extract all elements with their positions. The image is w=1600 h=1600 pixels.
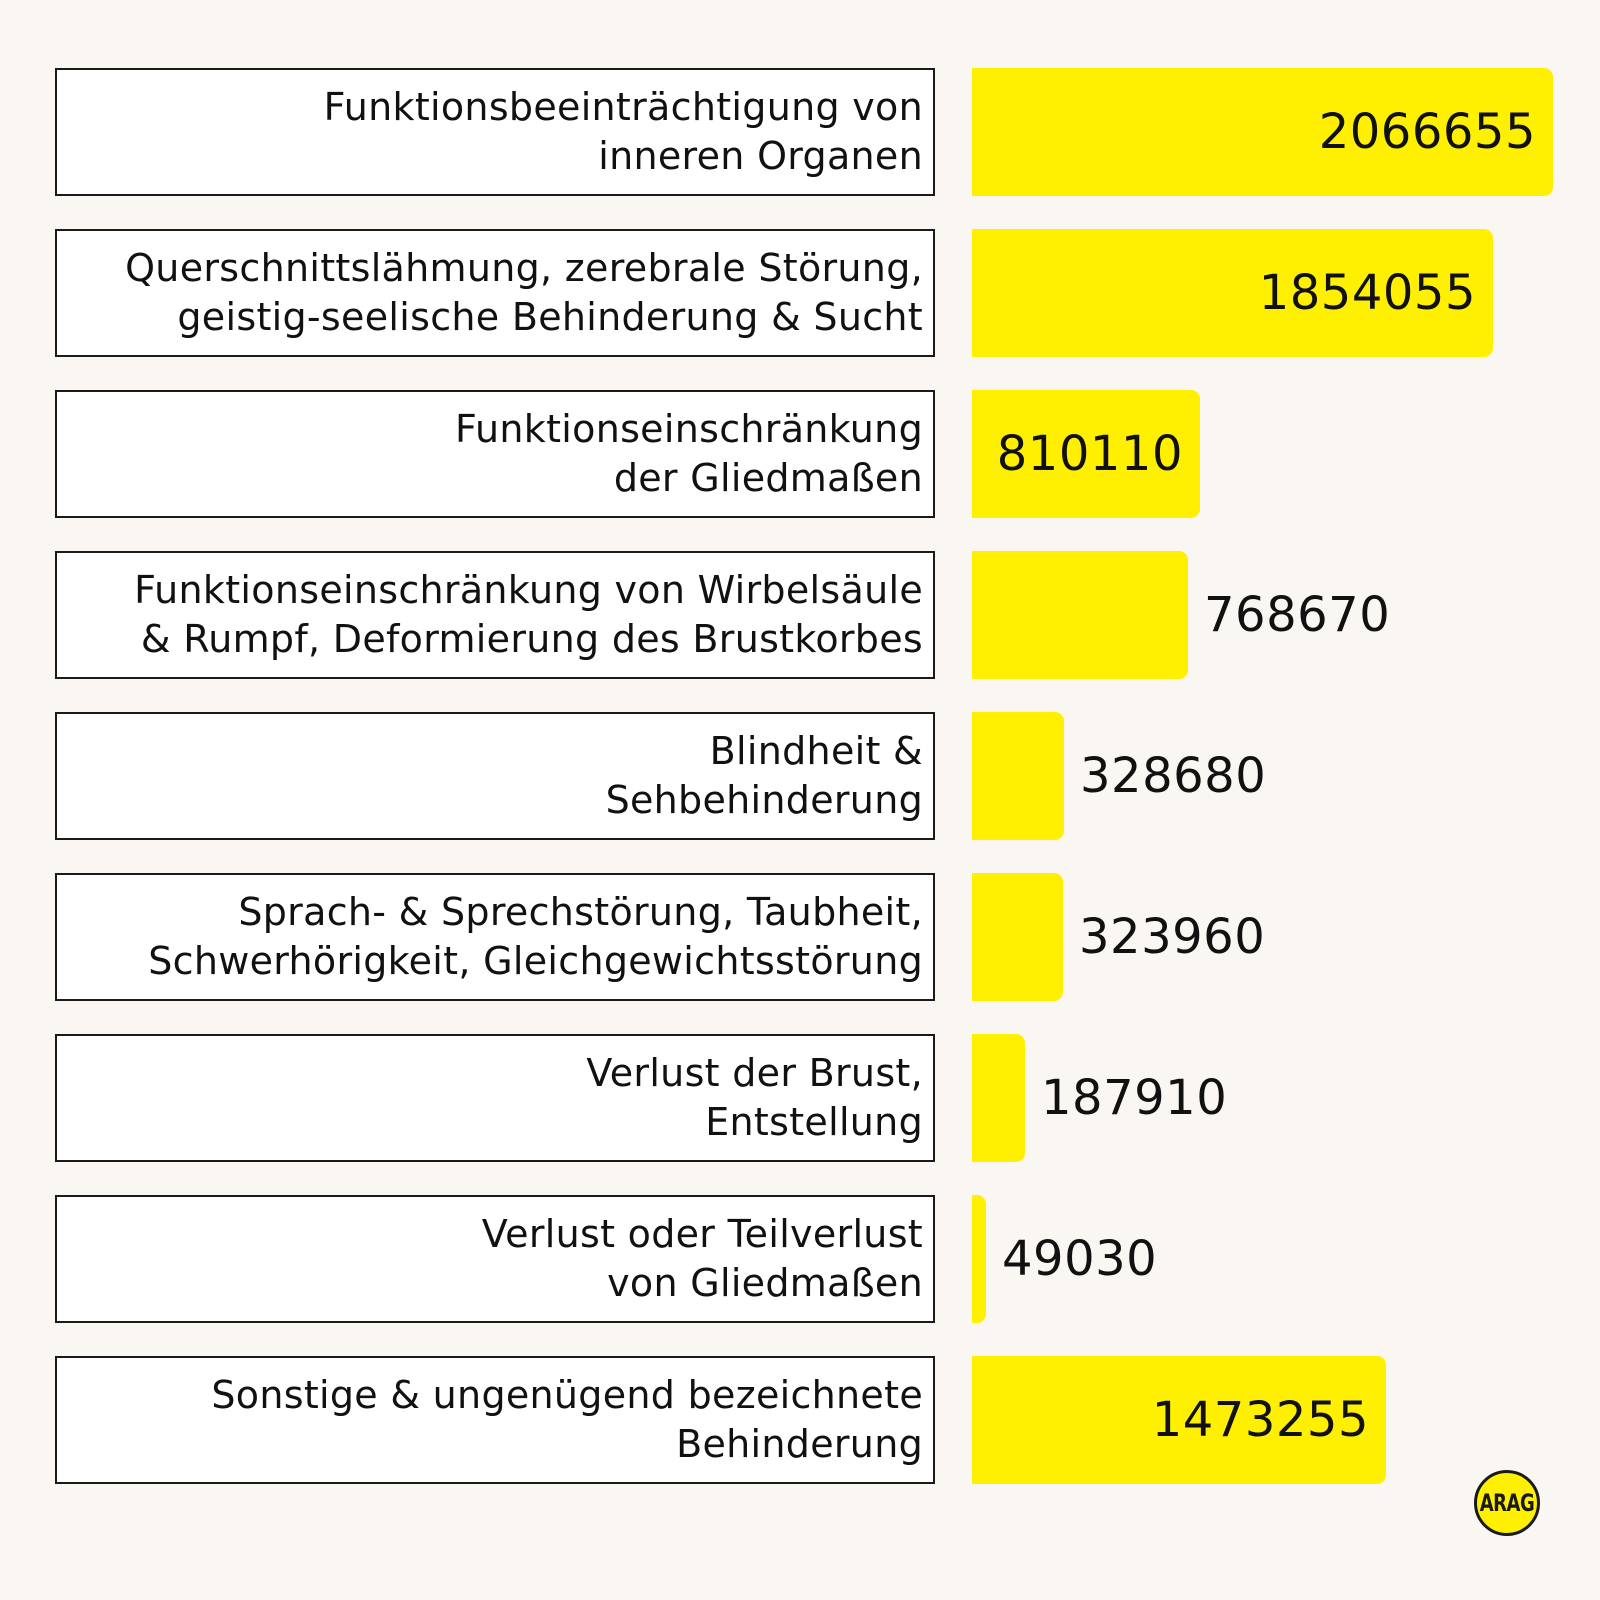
category-label-line: von Gliedmaßen: [607, 1261, 923, 1305]
category-label-line: Verlust oder Teilverlust: [481, 1212, 923, 1256]
category-label-box: [55, 551, 935, 679]
chart-row: [0, 229, 1600, 357]
value-label: 323960: [1079, 909, 1266, 965]
bar: [972, 551, 1188, 679]
bar: [972, 712, 1064, 840]
category-label-box: [55, 873, 935, 1001]
category-label-line: Entstellung: [705, 1100, 923, 1144]
chart-row: [0, 1034, 1600, 1162]
category-label-line: Verlust der Brust,: [586, 1051, 923, 1095]
logo-text: ARAG: [1479, 1488, 1535, 1518]
category-label-line: Sprach- & Sprechstörung, Taubheit,: [238, 890, 923, 934]
category-label-box: [55, 390, 935, 518]
category-label: [606, 727, 923, 825]
chart-row: [0, 1195, 1600, 1323]
value-label: 810110: [996, 426, 1183, 482]
category-label: [482, 1210, 923, 1308]
bar: [972, 1195, 986, 1323]
category-label-line: der Gliedmaßen: [613, 456, 923, 500]
category-label: [125, 244, 923, 342]
chart-row: [0, 551, 1600, 679]
value-label: 2066655: [1318, 104, 1536, 160]
bar: [972, 873, 1063, 1001]
chart-row: [0, 1356, 1600, 1484]
category-label: [134, 566, 923, 664]
value-label: 328680: [1080, 748, 1267, 804]
bar: [972, 1034, 1025, 1162]
value-label: 1854055: [1258, 265, 1476, 321]
category-label: [211, 1371, 923, 1469]
category-label-line: & Rumpf, Deformierung des Brustkorbes: [140, 617, 923, 661]
category-label-box: [55, 1356, 935, 1484]
category-label-box: [55, 1034, 935, 1162]
category-label-line: Funktionsbeeinträchtigung von: [323, 85, 923, 129]
category-label-line: Querschnittslähmung, zerebrale Störung,: [125, 246, 923, 290]
category-label-line: Schwerhörigkeit, Gleichgewichtsstörung: [148, 939, 923, 983]
category-label: [148, 888, 923, 986]
category-label-box: [55, 229, 935, 357]
category-label-line: Behinderung: [676, 1422, 923, 1466]
category-label: [586, 1049, 923, 1147]
category-label: [455, 405, 923, 503]
category-label-line: inneren Organen: [598, 134, 923, 178]
chart-row: [0, 390, 1600, 518]
category-label-line: Funktionseinschränkung: [454, 407, 923, 451]
category-label-line: geistig-seelische Behinderung & Sucht: [177, 295, 923, 339]
value-label: 1473255: [1151, 1392, 1369, 1448]
value-label: 187910: [1041, 1070, 1228, 1126]
category-label-box: [55, 68, 935, 196]
category-label-line: Sonstige & ungenügend bezeichnete: [211, 1373, 923, 1417]
chart-row: [0, 68, 1600, 196]
value-label: 768670: [1204, 587, 1391, 643]
chart-row: [0, 712, 1600, 840]
category-label-line: Funktionseinschränkung von Wirbelsäule: [134, 568, 923, 612]
value-label: 49030: [1002, 1231, 1158, 1287]
category-label-box: [55, 1195, 935, 1323]
category-label-line: Sehbehinderung: [605, 778, 923, 822]
arag-logo: [1474, 1470, 1540, 1536]
chart-row: [0, 873, 1600, 1001]
category-label-line: Blindheit &: [709, 729, 923, 773]
category-label: [324, 83, 923, 181]
category-label-box: [55, 712, 935, 840]
